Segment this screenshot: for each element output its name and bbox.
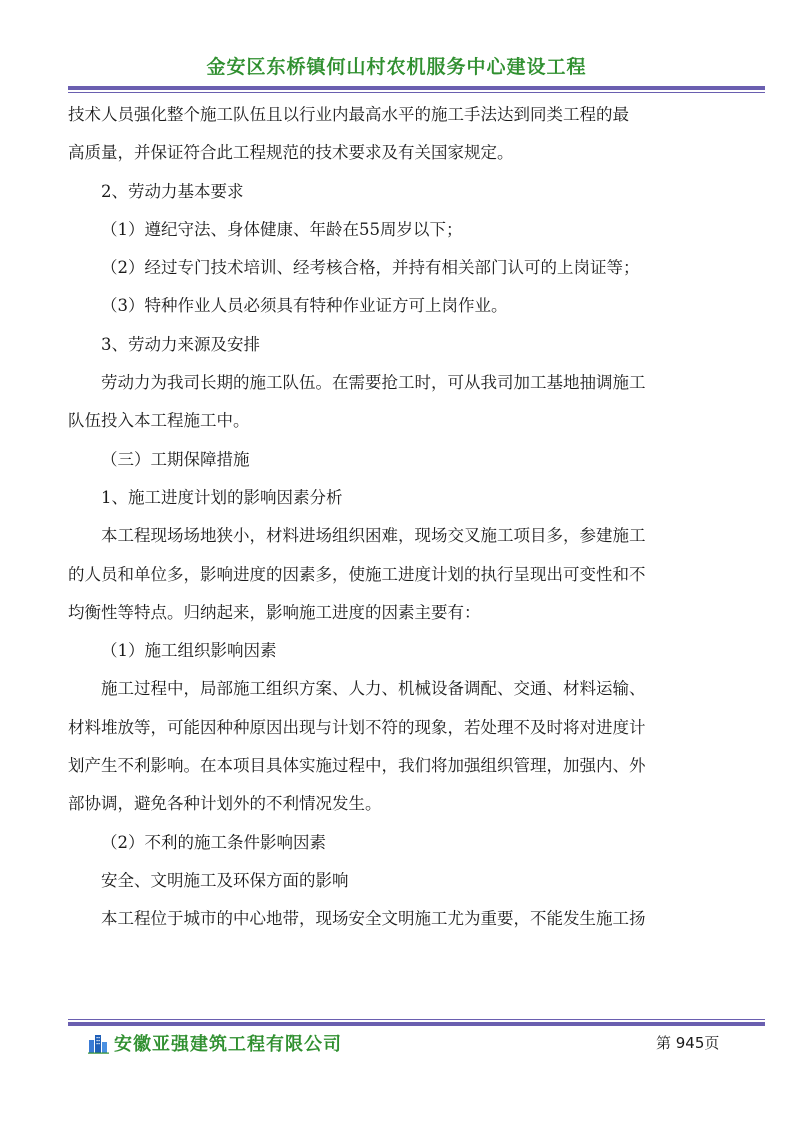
footer-divider-thick: [68, 1022, 765, 1026]
body-line: 材料堆放等，可能因种种原因出现与计划不符的现象，若处理不及时将对进度计: [68, 717, 646, 737]
body-line: 劳动力为我司长期的施工队伍。在需要抢工时，可从我司加工基地抽调施工: [101, 373, 646, 393]
section-heading: （三）工期保障措施: [101, 449, 250, 469]
body-line: 均衡性等特点。归纳起来，影响施工进度的因素主要有：: [68, 602, 481, 622]
subsection-heading: （1）施工组织影响因素: [101, 641, 277, 661]
section-heading: 1、施工进度计划的影响因素分析: [101, 487, 343, 507]
body-line: 高质量，并保证符合此工程规范的技术要求及有关国家规定。: [68, 143, 514, 163]
list-item: （3）特种作业人员必须具有特种作业证方可上岗作业。: [101, 296, 508, 316]
building-logo-icon: [88, 1032, 110, 1054]
body-line: 本工程现场场地狭小，材料进场组织困难，现场交叉施工项目多，参建施工: [101, 526, 646, 546]
document-body: [68, 96, 718, 939]
page-number: 第 945页: [656, 1034, 720, 1052]
company-name: 安徽亚强建筑工程有限公司: [114, 1034, 342, 1055]
document-title: 金安区东桥镇何山村农机服务中心建设工程: [206, 56, 587, 78]
body-line: 技术人员强化整个施工队伍且以行业内最高水平的施工手法达到同类工程的最: [68, 105, 629, 124]
list-item: （1）遵纪守法、身体健康、年龄在55周岁以下；: [101, 219, 463, 239]
body-line: 安全、文明施工及环保方面的影响: [101, 870, 349, 890]
header-divider-thin: [68, 92, 765, 93]
section-heading: 3、劳动力来源及安排: [101, 334, 260, 354]
body-line: 本工程位于城市的中心地带，现场安全文明施工尤为重要，不能发生施工扬: [101, 909, 646, 929]
body-line: 划产生不利影响。在本项目具体实施过程中，我们将加强组织管理，加强内、外: [68, 756, 646, 776]
body-line: 队伍投入本工程施工中。: [68, 411, 250, 431]
list-item: （2）经过专门技术培训、经考核合格，并持有相关部门认可的上岗证等；: [101, 258, 640, 278]
body-line: 施工过程中，局部施工组织方案、人力、机械设备调配、交通、材料运输、: [101, 679, 646, 699]
footer-divider-thin: [68, 1019, 765, 1020]
footer-company-block: [88, 1030, 342, 1056]
subsection-heading: （2）不利的施工条件影响因素: [101, 832, 326, 852]
body-line: 的人员和单位多，影响进度的因素多，使施工进度计划的执行呈现出可变性和不: [68, 564, 646, 584]
section-heading: 2、劳动力基本要求: [101, 181, 244, 201]
body-line: 部协调，避免各种计划外的不利情况发生。: [68, 794, 382, 814]
header-divider-thick: [68, 86, 765, 90]
